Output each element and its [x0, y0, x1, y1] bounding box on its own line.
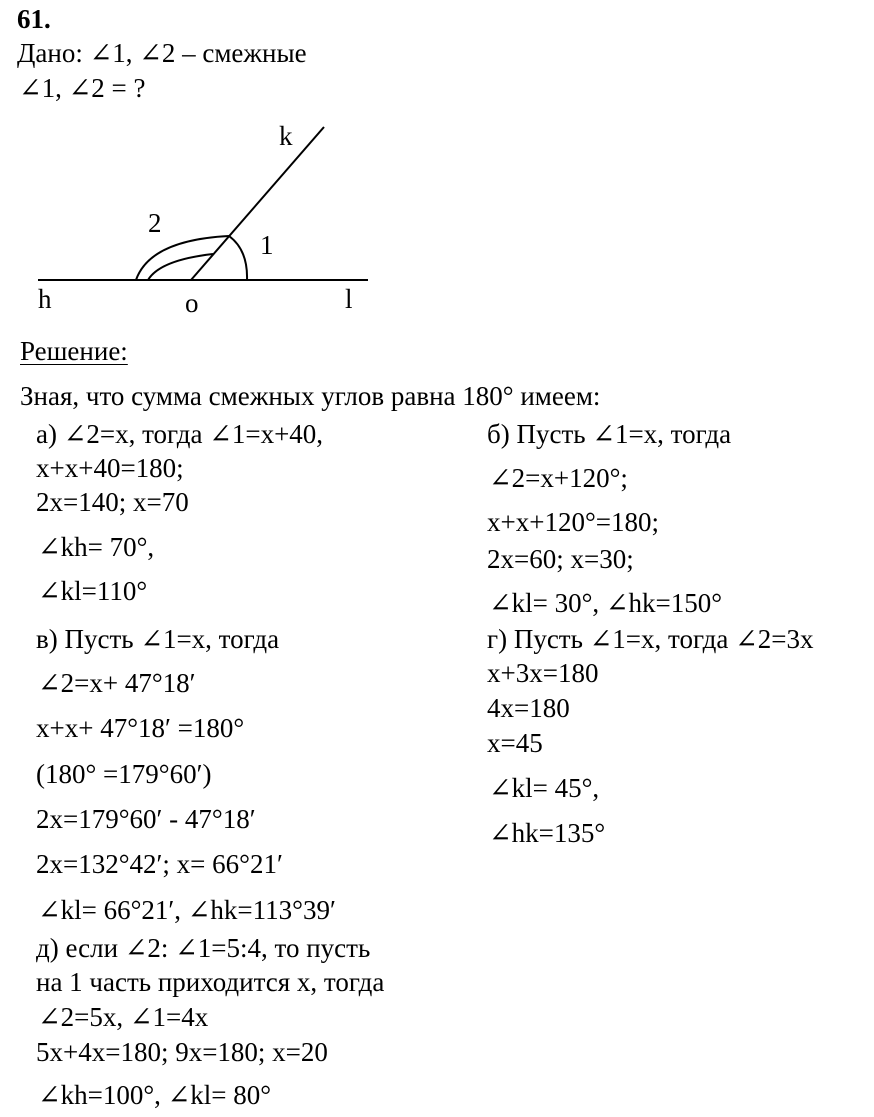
- ray-ok: [191, 127, 324, 280]
- part-g-line: ∠kl= 45°,: [489, 773, 600, 803]
- part-v-line: 2x=179°60′ - 47°18′: [36, 804, 256, 834]
- angle-2-arc-outer: [136, 236, 229, 280]
- label-o: o: [185, 288, 199, 318]
- part-g-line: x=45: [487, 728, 543, 758]
- label-k: k: [279, 121, 293, 151]
- part-b-line: ∠kl= 30°, ∠hk=150°: [489, 588, 723, 618]
- solution-intro: Зная, что сумма смежных углов равна 180° имеем:: [20, 381, 601, 411]
- part-d-line: ∠2=5x, ∠1=4x: [38, 1002, 209, 1032]
- part-v-line: ∠2=x+ 47°18′: [38, 668, 196, 698]
- part-b-line: б) Пусть ∠1=x, тогда: [487, 419, 732, 449]
- part-a-line: а) ∠2=x, тогда ∠1=x+40,: [36, 419, 324, 449]
- part-d-line: на 1 часть приходится x, тогда: [36, 967, 385, 997]
- part-a-line: 2x=140; x=70: [36, 487, 189, 517]
- part-b-line: x+x+120°=180;: [487, 507, 659, 537]
- part-v-line: ∠kl= 66°21′, ∠hk=113°39′: [38, 895, 336, 925]
- part-a-line: ∠kl=110°: [38, 576, 148, 606]
- question-text: ∠1, ∠2 = ?: [19, 73, 146, 103]
- label-angle-2: 2: [148, 208, 162, 238]
- angle-1-arc: [229, 236, 247, 280]
- part-b-line: 2x=60; x=30;: [487, 544, 634, 574]
- part-g-line: ∠hk=135°: [489, 818, 606, 848]
- part-d-line: 5x+4x=180; 9x=180; x=20: [36, 1037, 328, 1067]
- part-v-line: в) Пусть ∠1=x, тогда: [36, 624, 280, 654]
- label-angle-1: 1: [260, 230, 274, 260]
- part-b-line: ∠2=x+120°;: [489, 463, 628, 493]
- part-a-line: x+x+40=180;: [36, 453, 184, 483]
- part-v-line: 2x=132°42′; x= 66°21′: [36, 849, 283, 879]
- part-g-line: г) Пусть ∠1=x, тогда ∠2=3x: [487, 624, 814, 654]
- part-v-line: x+x+ 47°18′ =180°: [36, 713, 245, 743]
- part-d-line: ∠kh=100°, ∠kl= 80°: [38, 1080, 272, 1110]
- part-v-line: (180° =179°60′): [36, 759, 212, 789]
- label-l: l: [345, 284, 353, 314]
- label-h: h: [38, 284, 52, 314]
- problem-number: 61.: [17, 4, 51, 34]
- solution-heading: Решение:: [20, 336, 128, 366]
- part-g-line: 4x=180: [487, 693, 570, 723]
- part-d-line: д) если ∠2: ∠1=5:4, то пусть: [36, 933, 371, 963]
- part-g-line: x+3x=180: [487, 658, 599, 688]
- part-a-line: ∠kh= 70°,: [38, 532, 155, 562]
- given-text: Дано: ∠1, ∠2 – смежные: [17, 38, 307, 68]
